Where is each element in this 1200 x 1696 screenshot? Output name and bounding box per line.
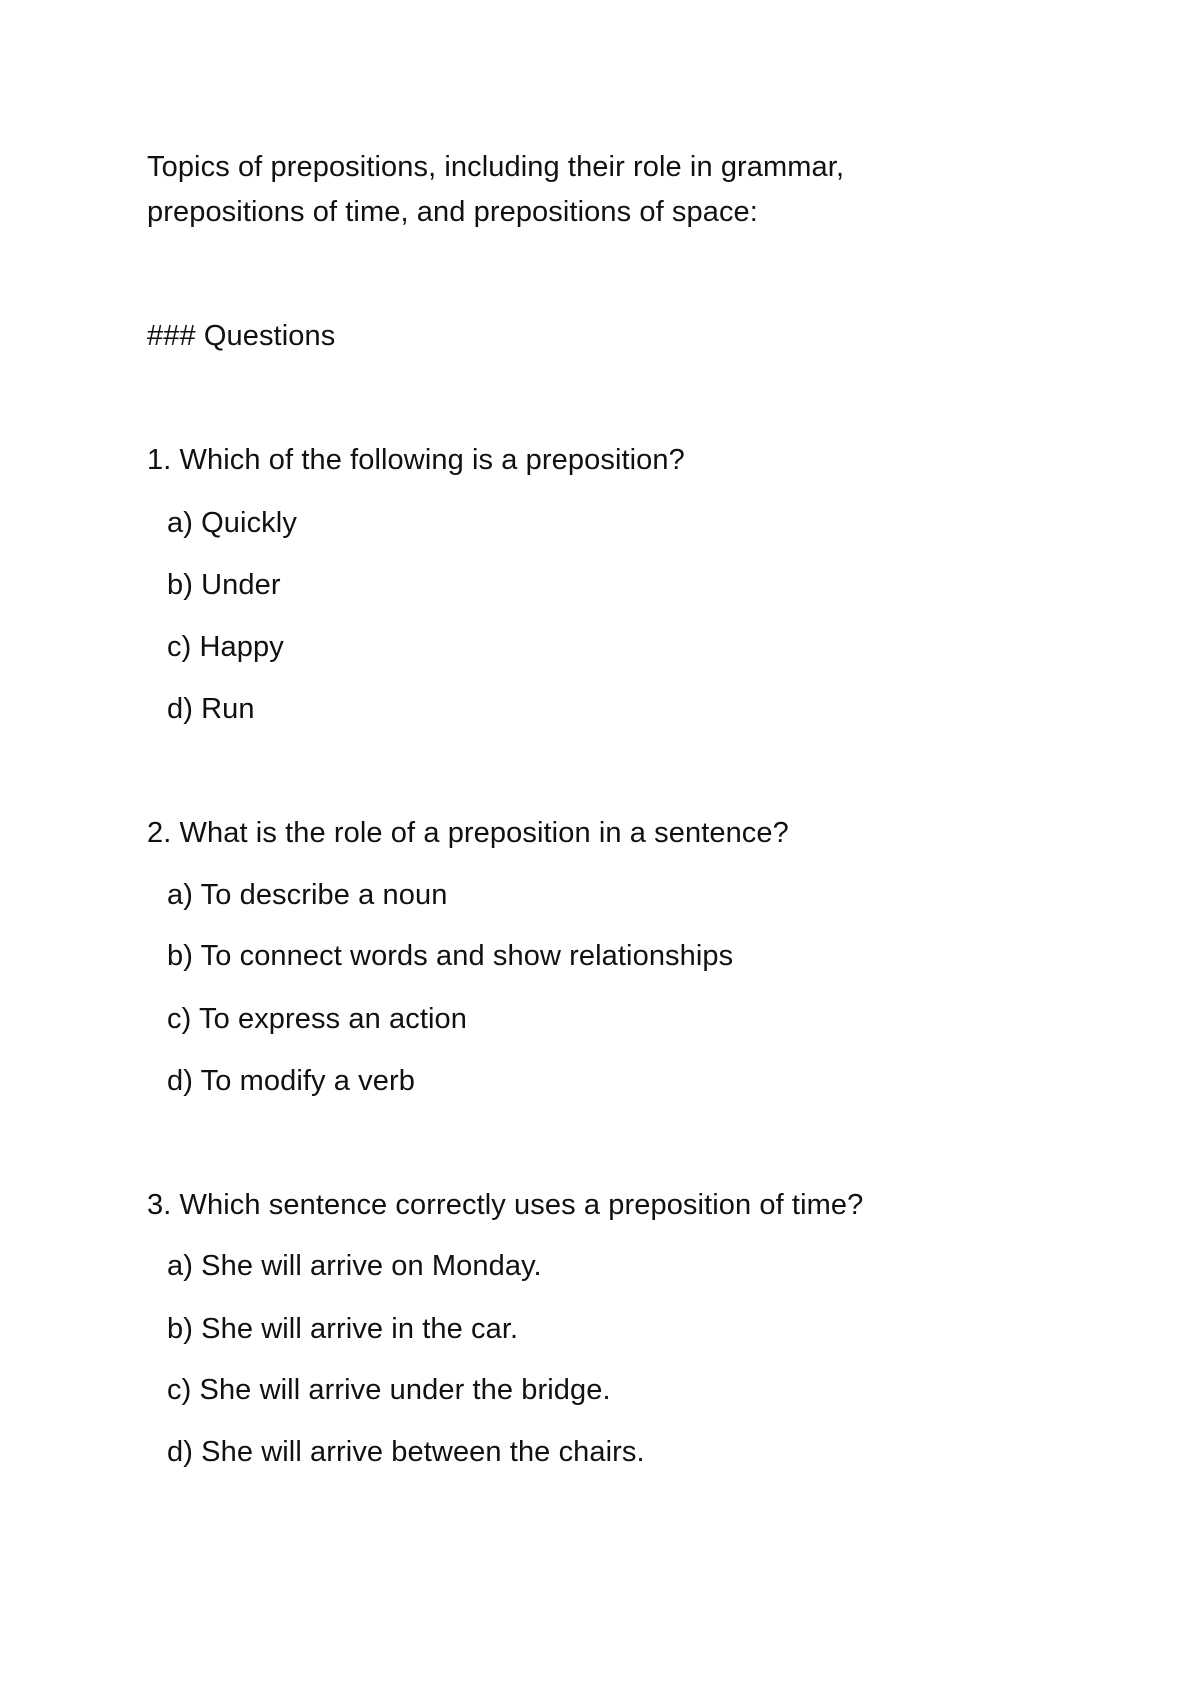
question-2-option-d: d) To modify a verb xyxy=(167,1065,415,1097)
question-1-option-b: b) Under xyxy=(167,569,281,601)
questions-heading: ### Questions xyxy=(147,320,336,352)
question-2-option-a: a) To describe a noun xyxy=(167,879,448,911)
question-3-option-c: c) She will arrive under the bridge. xyxy=(167,1374,611,1406)
intro-line-2: prepositions of time, and prepositions of space: xyxy=(147,196,758,228)
question-1-option-d: d) Run xyxy=(167,693,255,725)
question-2-text: 2. What is the role of a preposition in a sentence? xyxy=(147,817,789,849)
intro-line-1: Topics of prepositions, including their role in grammar, xyxy=(147,151,845,183)
question-1-text: 1. Which of the following is a preposition? xyxy=(147,444,685,476)
question-3-option-a: a) She will arrive on Monday. xyxy=(167,1250,542,1282)
question-3-text: 3. Which sentence correctly uses a preposition of time? xyxy=(147,1189,864,1221)
question-3-option-d: d) She will arrive between the chairs. xyxy=(167,1436,645,1468)
question-2-option-c: c) To express an action xyxy=(167,1003,467,1035)
question-1-option-c: c) Happy xyxy=(167,631,284,663)
question-1-option-a: a) Quickly xyxy=(167,507,297,539)
question-2-option-b: b) To connect words and show relationships xyxy=(167,940,734,972)
question-3-option-b: b) She will arrive in the car. xyxy=(167,1313,519,1345)
